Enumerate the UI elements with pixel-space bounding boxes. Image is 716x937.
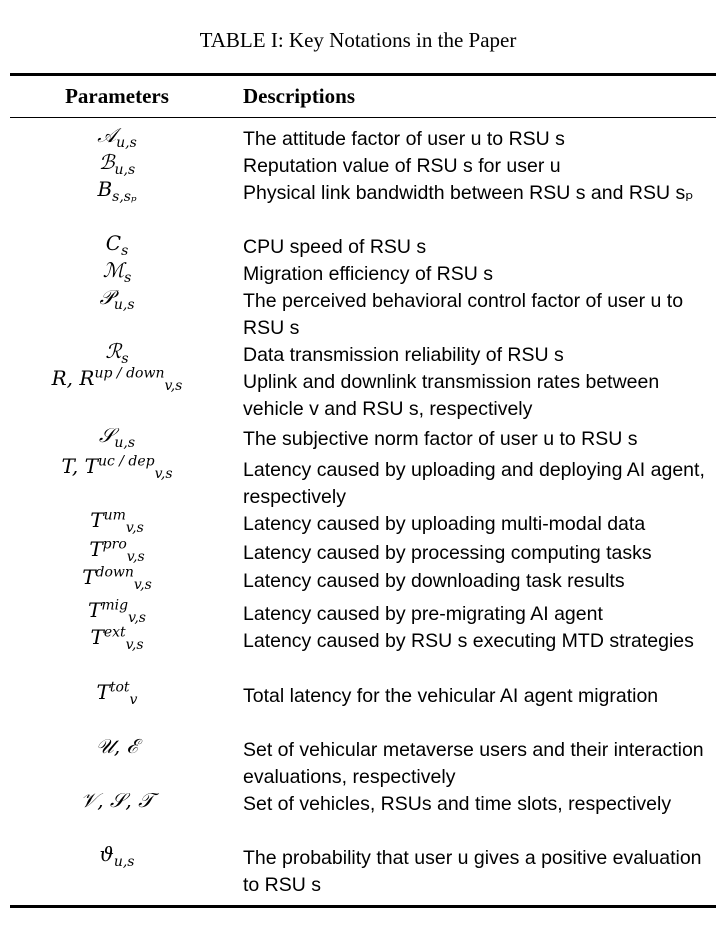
parameter-symbol [0, 507, 234, 536]
symbol-base: ℛ [105, 339, 122, 363]
parameter-symbol [0, 231, 234, 259]
parameter-description: Data transmission reliability of RSU s [243, 344, 564, 366]
header-descriptions: Descriptions [243, 84, 355, 108]
table-caption: TABLE I: Key Notations in the Paper [199, 28, 517, 52]
parameter-description: The perceived behavioral control factor of user u to RSU s [243, 290, 684, 339]
parameter-symbol [0, 258, 234, 286]
symbol-subscript: v,s [164, 378, 183, 394]
symbol-subscript: u,s [113, 297, 135, 313]
parameter-description: Uplink and downlink transmission rates between vehicle v and RSU s, respectively [243, 371, 660, 420]
symbol-subscript: u,s [116, 135, 137, 151]
parameter-symbol [0, 842, 234, 870]
parameter-description: Latency caused by downloading task results [243, 570, 625, 592]
parameter-symbol [0, 453, 234, 482]
parameter-description: Latency caused by RSU s executing MTD strategies [243, 630, 694, 652]
symbol-superscript: uc / dep [97, 453, 155, 470]
parameter-description: Latency caused by uploading and deploying AI agent, respectively [243, 459, 705, 508]
header-parameters: Parameters [65, 84, 169, 108]
header-rule [10, 117, 716, 118]
parameter-symbol [0, 423, 234, 451]
symbol-base: ℬ [98, 150, 115, 174]
symbol-superscript: mig [101, 597, 129, 614]
symbol-base: T [96, 680, 110, 704]
parameter-symbol [0, 536, 234, 565]
parameter-description: Migration efficiency of RSU s [243, 263, 493, 285]
parameter-description: Set of vehicles, RSUs and time slots, respectively [243, 793, 672, 815]
parameter-description: The subjective norm factor of user u to RSU s [243, 428, 638, 450]
symbol-base: 𝒮 [98, 423, 115, 447]
parameter-symbol [0, 789, 234, 811]
symbol-subscript: u,s [114, 435, 136, 451]
symbol-base: B [97, 177, 113, 201]
parameter-description: Total latency for the vehicular AI agent migration [243, 685, 659, 707]
parameter-symbol [0, 177, 234, 205]
symbol-base: C [105, 231, 122, 255]
symbol-superscript: ext [103, 624, 126, 641]
symbol-superscript: down [95, 564, 134, 581]
symbol-superscript: up / down [94, 365, 165, 382]
parameter-symbol [0, 597, 234, 626]
parameter-symbol [0, 564, 234, 593]
parameter-description: The attitude factor of user u to RSU s [243, 128, 565, 150]
symbol-base: ϑ [99, 842, 114, 866]
parameter-description: CPU speed of RSU s [243, 236, 427, 258]
symbol-subscript: v,s [128, 610, 146, 626]
symbol-base: 𝒰, ℰ [95, 734, 139, 758]
symbol-subscript: v,s [154, 466, 173, 482]
parameter-symbol [0, 624, 234, 653]
symbol-subscript: v,s [125, 637, 144, 653]
symbol-subscript: u,s [114, 162, 136, 178]
symbol-base: ℳ [102, 258, 125, 282]
symbol-base: T [88, 598, 102, 622]
parameter-description: Latency caused by processing computing tasks [243, 542, 652, 564]
parameter-description: Reputation value of RSU s for user u [243, 155, 561, 177]
parameter-symbol [0, 123, 234, 151]
parameter-symbol [0, 339, 234, 367]
symbol-superscript: um [103, 507, 126, 524]
symbol-superscript: pro [102, 536, 127, 553]
symbol-base: 𝒱, 𝒮, 𝒯 [80, 788, 154, 812]
symbol-subscript: s [121, 351, 129, 367]
parameter-symbol [0, 285, 234, 313]
symbol-base: T [89, 537, 103, 561]
parameter-description: Latency caused by uploading multi-modal data [243, 513, 646, 535]
parameter-symbol [0, 679, 234, 708]
symbol-subscript: v [129, 692, 138, 708]
symbol-subscript: u,s [113, 854, 135, 870]
parameter-symbol [0, 365, 234, 394]
symbol-superscript: tot [109, 679, 130, 696]
symbol-base: T [82, 565, 96, 589]
parameter-symbol [0, 735, 234, 757]
parameter-description: Latency caused by pre-migrating AI agent [243, 603, 603, 625]
symbol-subscript: s,sₚ [112, 189, 137, 205]
parameter-description: Physical link bandwidth between RSU s and RSU sₚ [243, 182, 694, 204]
symbol-base: T [90, 625, 104, 649]
bottom-rule [10, 905, 716, 908]
top-rule [10, 73, 716, 76]
symbol-subscript: s [121, 243, 129, 259]
symbol-subscript: v,s [125, 520, 144, 536]
symbol-base: T [90, 508, 104, 532]
symbol-base: T, T [61, 454, 98, 478]
symbol-base: R, R [51, 366, 95, 390]
parameter-description: Set of vehicular metaverse users and their interaction evaluations, respectively [243, 739, 704, 788]
symbol-subscript: v,s [126, 549, 145, 565]
symbol-base: 𝒜 [97, 123, 117, 147]
parameter-symbol [0, 150, 234, 178]
parameter-description: The probability that user u gives a positive evaluation to RSU s [243, 847, 702, 896]
symbol-base: 𝒫 [99, 285, 114, 309]
symbol-subscript: s [124, 270, 132, 286]
symbol-subscript: v,s [133, 577, 152, 593]
